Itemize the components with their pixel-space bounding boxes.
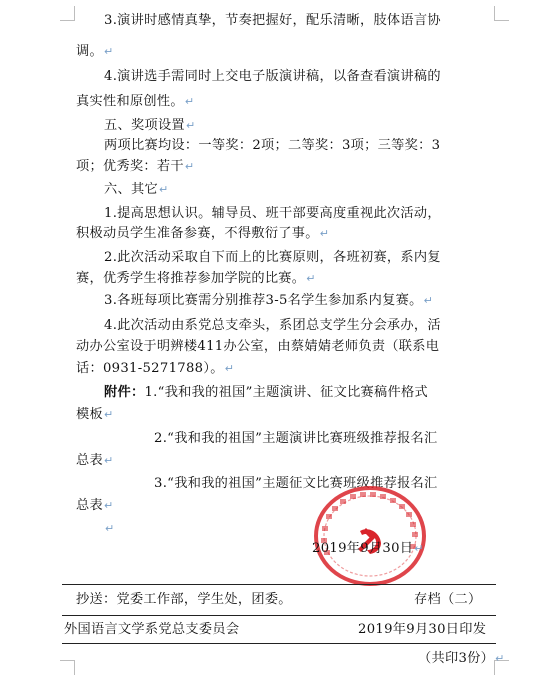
signature-date: 2019年9月30日↵ bbox=[312, 541, 424, 556]
paragraph-mark-icon: ↵ bbox=[158, 183, 169, 196]
attachment-label: 附件： bbox=[104, 385, 145, 400]
paragraph-mark-icon: ↵ bbox=[185, 119, 196, 132]
text-line: 3.演讲时感情真挚，节奏把握好，配乐清晰，肢体语言协 bbox=[104, 13, 441, 28]
footer-top-rule bbox=[62, 584, 496, 585]
paragraph-mark-icon: ↵ bbox=[184, 95, 195, 108]
paragraph-mark-icon: ↵ bbox=[414, 542, 424, 555]
text-line: 模板↵ bbox=[76, 407, 114, 422]
text-line: 4.此次活动由系党总支牵头，系团总支学生分会承办，活 bbox=[104, 318, 441, 333]
party-emblem-seal-icon bbox=[312, 484, 428, 588]
paragraph-mark-icon: ↵ bbox=[105, 522, 115, 535]
empty-line bbox=[104, 520, 115, 538]
footer-middle-rule bbox=[62, 615, 496, 616]
paragraph-mark-icon: ↵ bbox=[306, 272, 316, 285]
paragraph-mark-icon: ↵ bbox=[495, 652, 505, 665]
paragraph-mark-icon: ↵ bbox=[423, 294, 434, 307]
paragraph-mark-icon: ↵ bbox=[319, 227, 330, 240]
text-line: 两项比赛均设：一等奖：2项；二等奖：3项；三等奖：3 bbox=[104, 138, 441, 153]
paragraph-mark-icon: ↵ bbox=[184, 160, 195, 173]
archive-label: 存档（二） bbox=[414, 592, 482, 607]
text-line: 话：0931-5271788）。↵ bbox=[76, 361, 235, 376]
text-line: 项；优秀奖：若干↵ bbox=[76, 159, 195, 174]
text-line: 2.此次活动采取自下而上的比赛原则，各班初赛，系内复 bbox=[104, 250, 441, 265]
paragraph-mark-icon: ↵ bbox=[224, 362, 235, 375]
paragraph-mark-icon: ↵ bbox=[103, 408, 114, 421]
paragraph-mark-icon: ↵ bbox=[103, 454, 114, 467]
page-corner-mark bbox=[60, 6, 75, 21]
text-line: 4.演讲选手需同时上交电子版演讲稿，以备查看演讲稿的 bbox=[104, 69, 441, 84]
page-corner-mark bbox=[494, 6, 509, 21]
text-line: 总表↵ bbox=[76, 453, 114, 468]
attachment-line: 2.“我和我的祖国”主题演讲比赛班级推荐报名汇 bbox=[154, 431, 438, 446]
cc-line: 抄送：党委工作部，学生处，团委。 bbox=[76, 592, 292, 607]
text-line: 3.各班每项比赛需分别推荐3-5名学生参加系内复赛。↵ bbox=[104, 293, 434, 308]
footer-bottom-rule bbox=[62, 643, 496, 644]
attachment-line: 附件：1.“我和我的祖国”主题演讲、征文比赛稿件格式 bbox=[104, 385, 428, 400]
copies-count: （共印3份）↵ bbox=[418, 651, 505, 666]
text-line: 动办公室设于明辨楼411办公室，由蔡婧婧老师负责（联系电 bbox=[76, 339, 440, 354]
paragraph-mark-icon: ↵ bbox=[103, 45, 114, 58]
text-line: 调。↵ bbox=[76, 44, 114, 59]
text-line: 总表↵ bbox=[76, 498, 114, 513]
section-heading: 五、奖项设置↵ bbox=[104, 118, 196, 133]
text-line: 积极动员学生准备参赛，不得敷衍了事。↵ bbox=[76, 226, 330, 241]
text-line: 真实性和原创性。↵ bbox=[76, 94, 195, 109]
paragraph-mark-icon: ↵ bbox=[103, 499, 114, 512]
text-line: 1.提高思想认识。辅导员、班干部要高度重视此次活动， bbox=[104, 206, 441, 221]
text-line: 赛，优秀学生将推荐参加学院的比赛。↵ bbox=[76, 271, 316, 286]
page-corner-mark bbox=[60, 660, 75, 675]
section-heading: 六、其它↵ bbox=[104, 182, 169, 197]
attachment-line: 3.“我和我的祖国”主题征文比赛班级推荐报名汇 bbox=[154, 476, 438, 491]
print-date: 2019年9月30日印发 bbox=[358, 622, 487, 637]
issuer-label: 外国语言文学系党总支委员会 bbox=[64, 622, 240, 637]
